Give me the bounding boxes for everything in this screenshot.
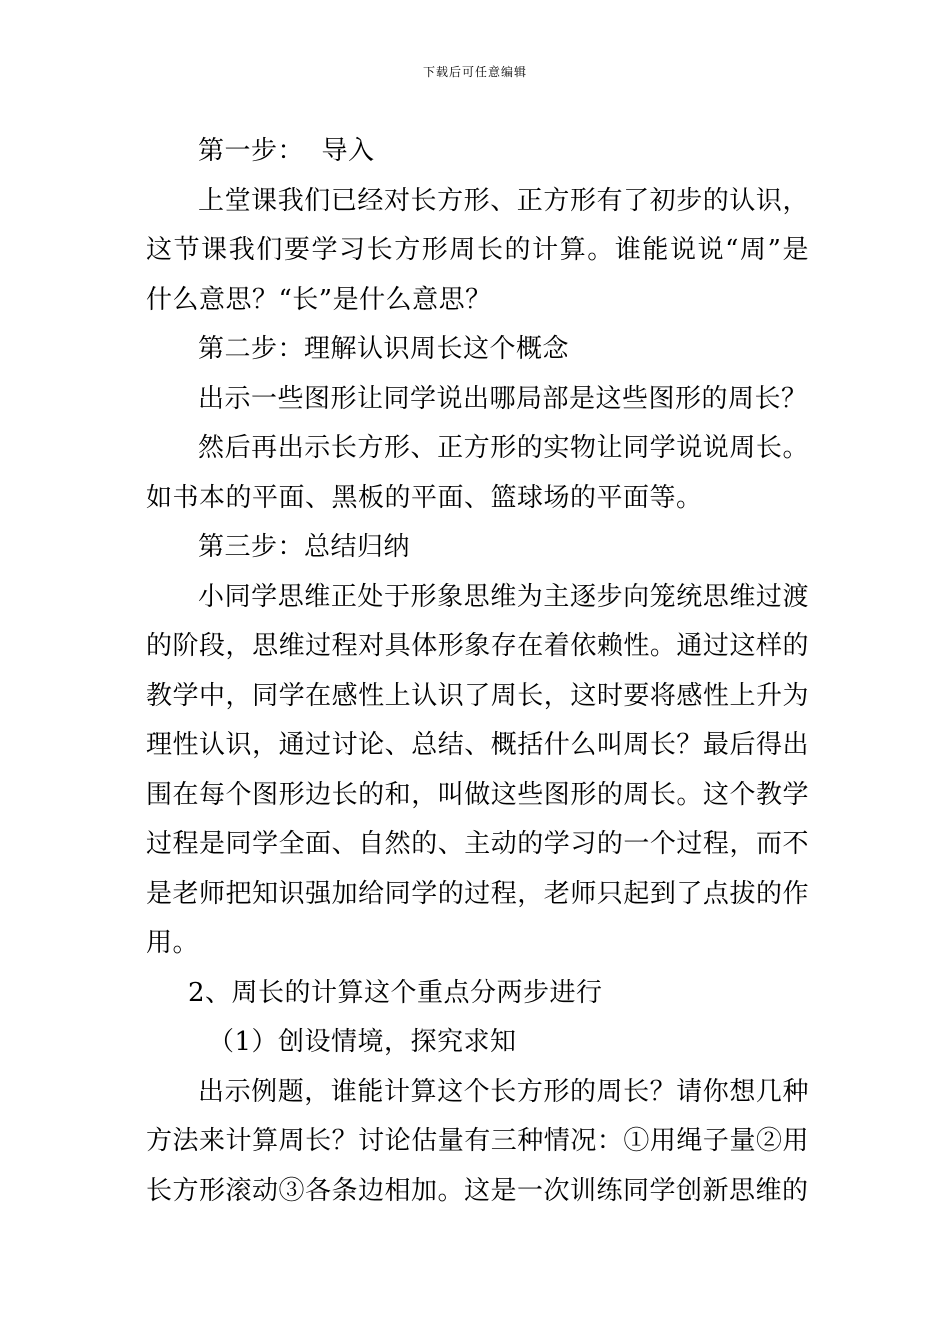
show-shapes-paragraph: 出示一些图形让同学说出哪局部是这些图形的周长？ <box>198 383 808 414</box>
subsection-one-heading: （1）创设情境，探究求知 <box>208 1027 517 1057</box>
step-three-heading: 第三步：总结归纳 <box>198 532 411 562</box>
page-header: 下载后可任意编辑 <box>422 65 527 79</box>
summary-paragraph: 小同学思维正处于形象思维为主逐步向笼统思维过渡的阶段，思维过程对具体形象存在着依赖性。通过这样的教学中，同学在感性上认识了周长，这时要将感性上升为理性认识，通过讨论、总结、概括什么叫周长？最后得出围在每个图形边长的和，叫做这些图形的周长。这个教学过程是同学全面、自然的、主动的学习的一个过程，而不是老师把知识强加给同学的过程，老师只起到了点拔的作用。 <box>146 581 809 958</box>
step-one-heading: 第一步： 导入 <box>198 136 375 166</box>
document-body <box>146 127 809 1216</box>
intro-paragraph: 上堂课我们已经对长方形、正方形有了初步的认识，这节课我们要学习长方形周长的计算。谁能说说“周”是什么意思？“长”是什么意思？ <box>146 185 809 315</box>
section-two-heading: 2、周长的计算这个重点分两步进行 <box>188 977 603 1008</box>
example-paragraph: 出示例题，谁能计算这个长方形的周长？请你想几种方法来计算周长？讨论估量有三种情况：①用绳子量②用长方形滚动③各条边相加。这是一次训练同学创新思维的 <box>146 1076 809 1206</box>
step-two-heading: 第二步：理解认识周长这个概念 <box>198 334 570 364</box>
real-objects-paragraph: 然后再出示长方形、正方形的实物让同学说说周长。如书本的平面、黑板的平面、篮球场的平面等。 <box>146 433 809 513</box>
